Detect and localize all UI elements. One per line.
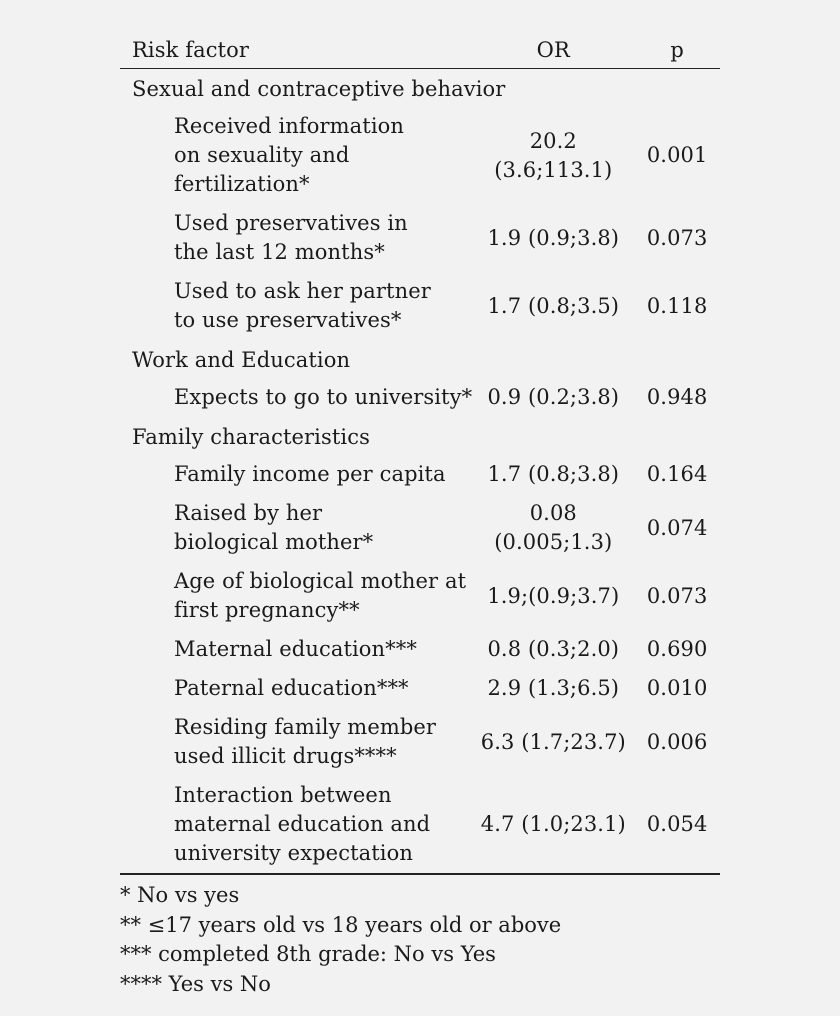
p-value-cell: 0.118: [646, 293, 708, 318]
or-cell: 20.2 (3.6;113.1): [494, 128, 613, 182]
footnote: ** ≤17 years old vs 18 years old or above: [120, 912, 562, 937]
table-row: [120, 378, 720, 417]
footnote: *** completed 8th grade: No vs Yes: [120, 942, 496, 966]
p-value-cell: 0.010: [646, 676, 708, 700]
risk-factor-cell: Received information on sexuality and fertilization*: [174, 114, 405, 196]
or-cell: 0.9 (0.2;3.8): [487, 385, 620, 409]
table-header-row: [120, 30, 720, 69]
p-value-cell: 0.054: [634, 776, 720, 874]
section-label: Sexual and contraceptive behavior: [132, 77, 506, 101]
risk-factor-cell: Raised by her biological mother*: [174, 501, 374, 554]
section-row: [120, 69, 720, 108]
section-label: Work and Education: [132, 348, 351, 372]
p-value-cell: 0.948: [646, 385, 708, 409]
or-cell: 4.7 (1.0;23.1): [472, 776, 634, 874]
table-row: [120, 272, 720, 340]
risk-factor-cell: Used to ask her partner to use preservatives*: [174, 279, 431, 332]
header-p: p: [634, 30, 720, 69]
or-cell: 2.9 (1.3;6.5): [487, 676, 620, 700]
risk-factor-cell: Paternal education***: [174, 676, 409, 700]
p-value-cell: 0.073: [646, 583, 708, 608]
risk-factor-cell: Maternal education***: [174, 637, 417, 661]
section-row: [120, 417, 720, 455]
header-risk-factor: Risk factor: [120, 30, 472, 69]
or-cell: 0.8 (0.3;2.0): [487, 637, 620, 661]
risk-factor-table: [120, 30, 720, 875]
risk-factor-cell: Interaction between maternal education and university expectation: [120, 776, 472, 874]
table-row: [120, 630, 720, 669]
table-footnotes: [120, 881, 720, 999]
section-label: Family characteristics: [132, 425, 370, 449]
p-value-cell: 0.164: [646, 462, 708, 486]
table-row: [120, 776, 720, 874]
table-row: [120, 708, 720, 776]
risk-factor-cell: Family income per capita: [174, 462, 446, 486]
p-value-cell: 0.001: [646, 143, 708, 167]
table-row: [120, 494, 720, 562]
or-cell: 1.7 (0.8;3.8): [487, 462, 620, 486]
or-cell: 1.9;(0.9;3.7): [487, 583, 620, 608]
or-cell: 1.7 (0.8;3.5): [487, 293, 620, 318]
section-row: [120, 340, 720, 378]
header-or: OR: [472, 30, 634, 69]
risk-factor-cell: Used preservatives in the last 12 months*: [174, 211, 408, 264]
table-row: [120, 204, 720, 272]
footnote: * No vs yes: [120, 883, 240, 907]
table-row: [120, 455, 720, 494]
or-cell: 6.3 (1.7;23.7): [480, 729, 626, 754]
p-value-cell: 0.074: [646, 515, 708, 540]
table-row: [120, 107, 720, 204]
table-row: [120, 562, 720, 630]
or-cell: 0.08 (0.005;1.3): [494, 501, 613, 554]
footnote: **** Yes vs No: [120, 971, 271, 996]
table-row: [120, 669, 720, 708]
results-table-container: [120, 30, 720, 999]
risk-factor-cell: Expects to go to university*: [174, 385, 473, 409]
p-value-cell: 0.073: [646, 225, 708, 250]
risk-factor-cell: Residing family member used illicit drugs****: [174, 715, 437, 768]
or-cell: 1.9 (0.9;3.8): [487, 225, 620, 250]
p-value-cell: 0.690: [646, 637, 708, 661]
p-value-cell: 0.006: [646, 729, 708, 754]
risk-factor-cell: Age of biological mother at first pregnancy**: [174, 569, 467, 622]
